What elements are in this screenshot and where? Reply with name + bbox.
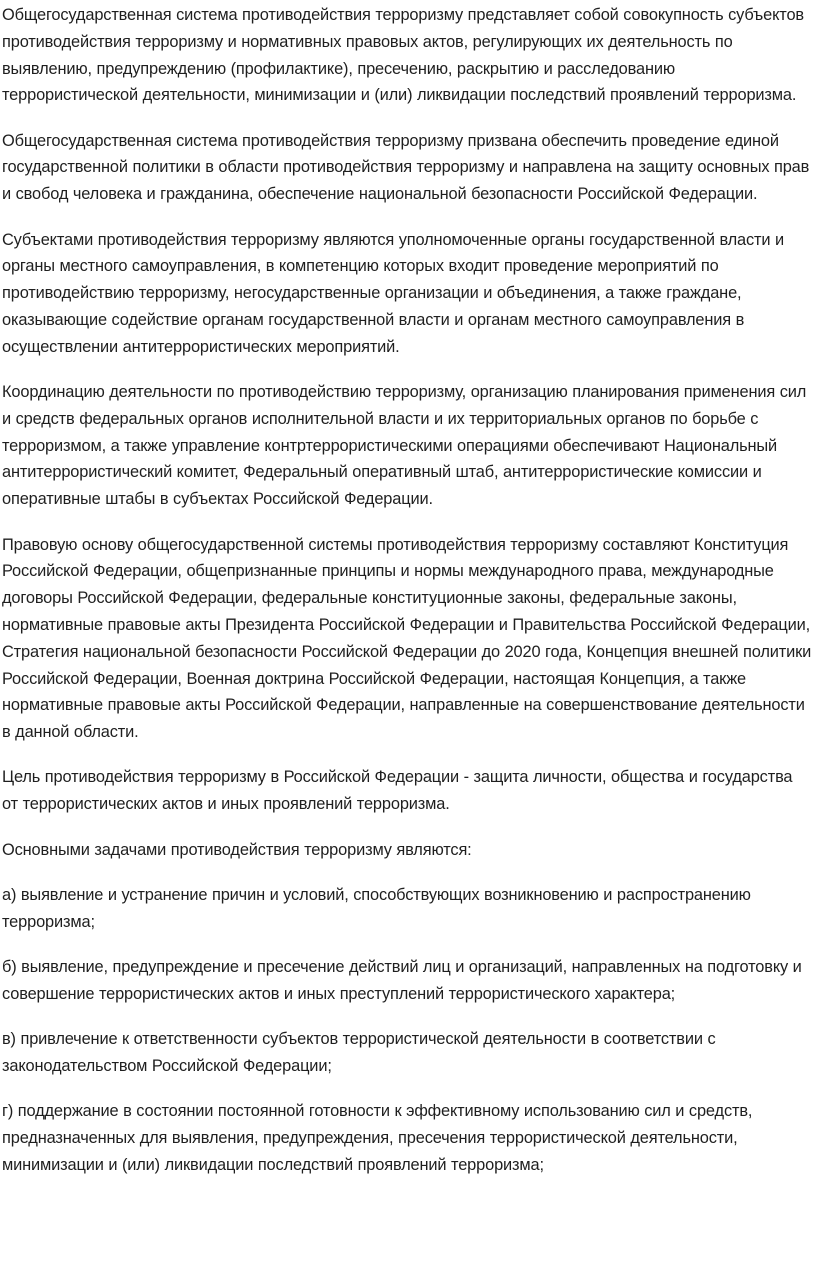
paragraph-subjects: Субъектами противодействия терроризму являются уполномоченные органы государственной власти и органы местного самоуправления, в компетенцию которых входит проведение мероприятий по противодействию терроризму, негосударственные организации и объединения, а также граждане, оказывающие содействие органам государственной власти и органам местного самоуправления в осуществлении антитеррористических мероприятий. <box>2 230 785 356</box>
paragraph-goal: Цель противодействия терроризму в Российской Федерации - защита личности, общества и государства от террористических актов и иных проявлений терроризма. <box>2 768 793 814</box>
list-item-task-b: б) выявление, предупреждение и пресечение действий лиц и организаций, направленных на подготовку и совершение террористических актов и иных преступлений террористического характера; <box>2 957 802 1003</box>
list-item-task-c: в) привлечение к ответственности субъектов террористической деятельности в соответствии с законодательством Российской Федерации; <box>2 1030 716 1075</box>
list-item-task-d: г) поддержание в состоянии постоянной готовности к эффективному использованию сил и средств, предназначенных для выявления, предупреждения, пресечения террористической деятельности, минимизации и (или) ликвидации последствий проявлений терроризма; <box>2 1102 753 1174</box>
paragraph-legal-basis: Правовую основу общегосударственной системы противодействия терроризму составляют Конституция Российской Федерации, общепризнанные принципы и нормы международного права, международные договоры Российской Федерации, федеральные конституционные законы, федеральные законы, нормативные правовые акты Президента Российской Федерации и Правительства Российской Федерации, Стратегия национальной безопасности Российской Федерации до 2020 года, Концепция внешней политики Российской Федерации, Военная доктрина Российской Федерации, настоящая Концепция, а также нормативные правовые акты Российской Федерации, направленные на совершенствование деятельности в данной области. <box>2 535 812 742</box>
list-item-task-a: а) выявление и устранение причин и условий, способствующих возникновению и распространению терроризма; <box>2 885 751 931</box>
paragraph-system-definition: Общегосударственная система противодействия терроризму представляет собой совокупность субъектов противодействия терроризму и нормативных правовых актов, регулирующих их деятельность по выявлению, предупреждению (профилактике), пресечению, раскрытию и расследованию террористической деятельности, минимизации и (или) ликвидации последствий проявлений терроризма. <box>2 6 804 105</box>
paragraph-coordination: Координацию деятельности по противодействию терроризму, организацию планирования применения сил и средств федеральных органов исполнительной власти и их территориальных органов по борьбе с терроризмом, а также управление контртеррористическими операциями обеспечивают Национальный антитеррористический комитет, Федеральный оперативный штаб, антитеррористические комиссии и оперативные штабы в субъектах Российской Федерации. <box>2 383 807 509</box>
paragraph-system-purpose: Общегосударственная система противодействия терроризму призвана обеспечить проведение единой государственной политики в области противодействия терроризму и направлена на защиту основных прав и свобод человека и гражданина, обеспечение национальной безопасности Российской Федерации. <box>2 131 810 204</box>
paragraph-tasks-intro: Основными задачами противодействия терроризму являются: <box>2 840 472 859</box>
